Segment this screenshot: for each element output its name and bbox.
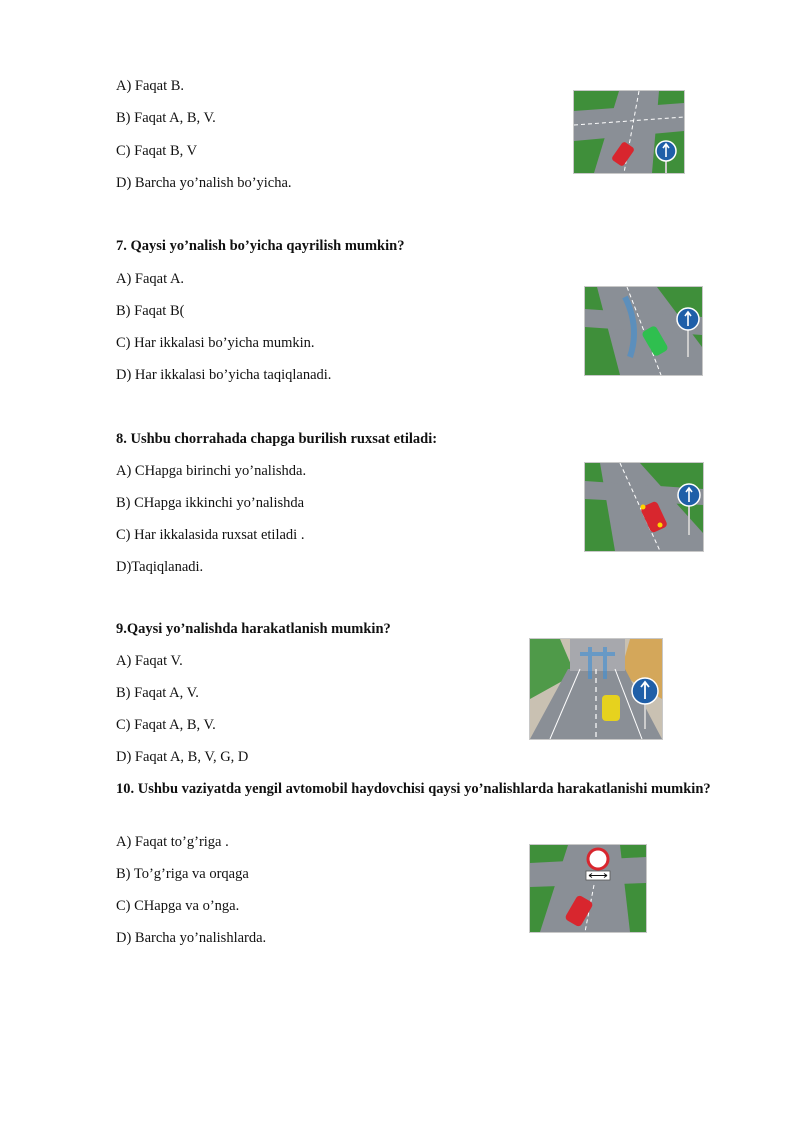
q8-option-a: A) CHapga birinchi yo’nalishda. (116, 463, 307, 479)
q10-intersection-image (529, 844, 647, 933)
q8-option-d: D)Taqiqlanadi. (116, 559, 204, 575)
q8-option-b: B) CHapga ikkinchi yo’nalishda (116, 495, 305, 511)
q6-option-d: D) Barcha yo’nalish bo’yicha. (116, 175, 292, 191)
q9-street-image (529, 638, 663, 740)
q7-option-c: C) Har ikkalasi bo’yicha mumkin. (116, 335, 315, 351)
q10-option-a: A) Faqat to’g’riga . (116, 834, 229, 850)
q10-option-b: B) To’g’riga va orqaga (116, 866, 249, 882)
q6-option-a: A) Faqat B. (116, 78, 185, 94)
q9-option-d: D) Faqat A, B, V, G, D (116, 749, 249, 765)
q9-option-a: A) Faqat V. (116, 653, 183, 669)
q8-title: 8. Ushbu chorrahada chapga burilish ruxsat etiladi: (116, 431, 438, 447)
q6-intersection-image (573, 90, 685, 174)
q8-option-c: C) Har ikkalasida ruxsat etiladi . (116, 527, 305, 543)
q9-option-b: B) Faqat A, V. (116, 685, 199, 701)
q8-intersection-image (584, 462, 704, 552)
q6-option-c: C) Faqat B, V (116, 143, 198, 159)
q7-option-d: D) Har ikkalasi bo’yicha taqiqlanadi. (116, 367, 332, 383)
q7-title: 7. Qaysi yo’nalish bo’yicha qayrilish mumkin? (116, 238, 405, 254)
q10-title: 10. Ushbu vaziyatda yengil avtomobil haydovchisi qaysi yo’nalishlarda harakatlanishi mumkin? (116, 781, 711, 797)
q7-option-b: B) Faqat B( (116, 303, 185, 319)
q7-intersection-image (584, 286, 703, 376)
q9-option-c: C) Faqat A, B, V. (116, 717, 216, 733)
q6-option-b: B) Faqat A, B, V. (116, 110, 216, 126)
q9-title: 9.Qaysi yo’nalishda harakatlanish mumkin? (116, 621, 391, 637)
q7-option-a: A) Faqat A. (116, 271, 185, 287)
q10-option-d: D) Barcha yo’nalishlarda. (116, 930, 267, 946)
q10-option-c: C) CHapga va o’nga. (116, 898, 240, 914)
